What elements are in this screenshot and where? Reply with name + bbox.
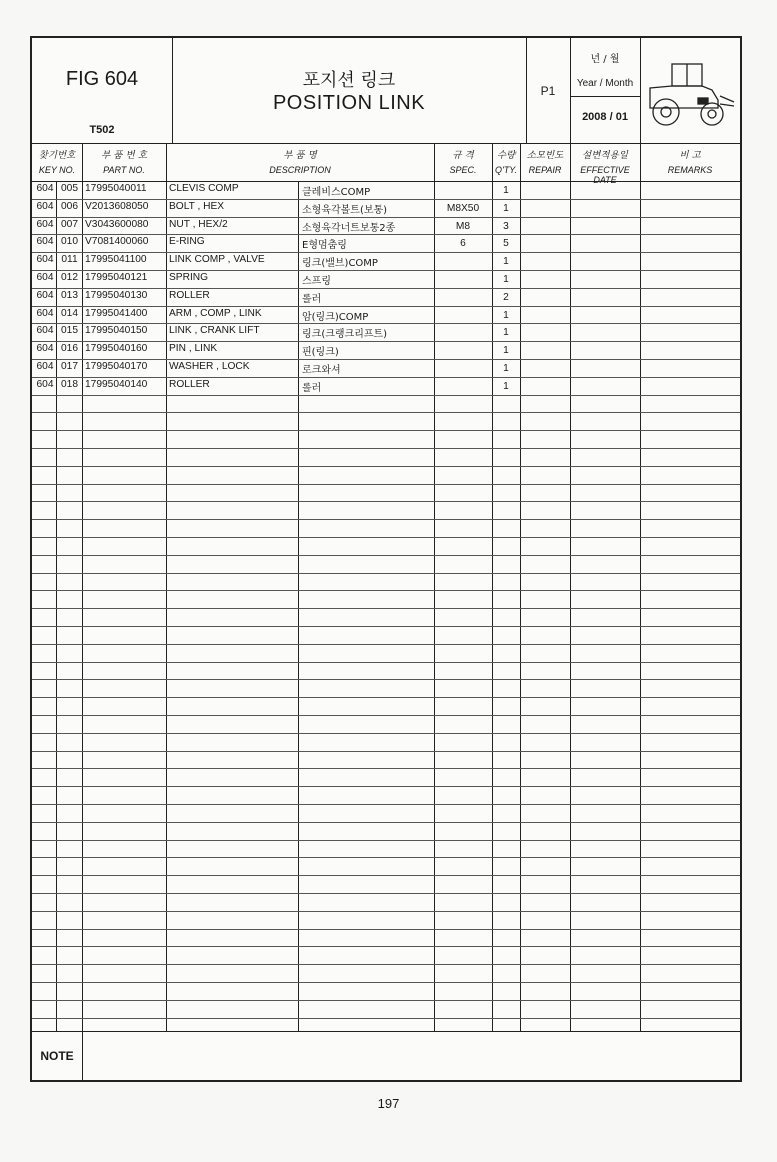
tractor-icon <box>640 38 740 143</box>
description-en-cell: WASHER , LOCK <box>169 361 250 372</box>
fig-no-cell: 604 <box>36 307 54 319</box>
description-en-cell: ARM , COMP , LINK <box>169 307 262 319</box>
qty-cell: 1 <box>503 274 509 285</box>
part-no-cell: V7081400060 <box>85 236 149 248</box>
fig-no-cell: 604 <box>36 183 54 194</box>
description-ko-cell: 암(링크)COMP <box>302 311 369 323</box>
col-part-no: 부 품 번 호 PART NO. <box>101 150 147 175</box>
description-ko-cell: 링크(크랭크리프트) <box>302 329 388 341</box>
table-row <box>32 234 740 252</box>
qty-cell: 1 <box>503 256 509 268</box>
part-no-cell: V2013608050 <box>85 200 149 212</box>
description-en-cell: ROLLER <box>169 289 210 301</box>
qty-cell: 1 <box>503 345 509 357</box>
description-ko-cell: 링크(밸브)COMP <box>302 258 378 270</box>
description-en-cell: BOLT , HEX <box>169 200 225 212</box>
column-header-row <box>32 143 740 185</box>
col-key-no: 찾기번호 KEY NO. <box>38 150 76 175</box>
fig-no-cell: 604 <box>36 378 54 390</box>
part-no-cell: V3043600080 <box>85 218 149 230</box>
fig-no-cell: 604 <box>36 236 54 248</box>
qty-cell: 3 <box>503 220 509 232</box>
year-month-english: Year / Month <box>576 78 634 89</box>
table-row <box>32 217 740 235</box>
col-remarks: 비 고 REMARKS <box>667 150 713 175</box>
key-no-cell: 015 <box>61 325 78 337</box>
qty-cell: 1 <box>503 185 509 196</box>
parts-sheet <box>30 36 742 1082</box>
note-label: NOTE <box>40 1049 74 1063</box>
part-no-cell: 17995040121 <box>85 272 148 283</box>
qty-cell: 1 <box>503 309 509 321</box>
key-no-cell: 006 <box>61 200 78 212</box>
fig-no-cell: 604 <box>36 289 54 301</box>
description-ko-cell: 핀(링크) <box>302 347 339 359</box>
key-no-cell: 016 <box>61 343 78 355</box>
key-no-cell: 005 <box>61 183 78 194</box>
part-no-cell: 17995040140 <box>85 378 148 390</box>
spec-cell: M8X50 <box>446 202 480 214</box>
title-box <box>172 38 526 143</box>
fig-number: FIG 604 <box>65 68 139 90</box>
key-no-cell: 018 <box>61 378 78 390</box>
note-section <box>32 1031 740 1081</box>
key-no-cell: 007 <box>61 218 78 230</box>
description-en-cell: SPRING <box>169 272 209 283</box>
title-korean: 포지션 링크 <box>302 70 396 91</box>
part-no-cell: 17995040160 <box>85 343 148 355</box>
key-no-cell: 012 <box>61 272 78 283</box>
table-row <box>32 306 740 324</box>
description-ko-cell: 롤러 <box>302 382 322 394</box>
page-code: P1 <box>540 84 556 98</box>
col-description: 부 품 명 DESCRIPTION <box>269 150 331 175</box>
fig-no-cell: 604 <box>36 343 54 355</box>
description-en-cell: NUT , HEX/2 <box>169 218 228 230</box>
key-no-cell: 010 <box>61 236 78 248</box>
description-ko-cell: E형멈춤링 <box>302 240 347 252</box>
parts-table-body <box>32 181 740 1031</box>
qty-cell: 2 <box>503 291 509 303</box>
qty-cell: 5 <box>503 238 509 250</box>
part-no-cell: 17995041400 <box>85 307 148 319</box>
key-no-cell: 013 <box>61 289 78 301</box>
part-no-cell: 17995041100 <box>85 254 147 266</box>
table-row <box>32 323 740 341</box>
col-qty: 수량 Q'TY. <box>495 150 517 175</box>
spec-cell: 6 <box>460 238 466 250</box>
part-no-cell: 17995040170 <box>85 361 148 372</box>
table-row <box>32 359 740 377</box>
model-code: T502 <box>89 124 115 136</box>
fig-no-cell: 604 <box>36 254 54 266</box>
key-no-cell: 017 <box>61 361 78 372</box>
description-ko-cell: 로크와셔 <box>302 365 341 376</box>
description-en-cell: PIN , LINK <box>169 343 218 355</box>
year-month-box <box>570 38 640 143</box>
table-row <box>32 252 740 270</box>
part-no-cell: 17995040150 <box>85 325 148 337</box>
table-row <box>32 199 740 217</box>
page-code-box <box>526 38 570 143</box>
col-effective-date: 설변적용일 EFFECTIVE DATE <box>580 150 630 185</box>
fig-no-cell: 604 <box>36 325 54 337</box>
title-english: POSITION LINK <box>272 92 426 114</box>
key-no-cell: 011 <box>61 254 78 266</box>
table-row <box>32 341 740 359</box>
description-ko-cell: 소형육각너트보통2종 <box>302 222 396 234</box>
description-ko-cell: 클레비스COMP <box>302 187 371 198</box>
table-row <box>32 377 740 395</box>
description-en-cell: E-RING <box>169 236 205 248</box>
description-ko-cell: 소형육각볼트(보통) <box>302 204 388 216</box>
table-row <box>32 181 740 199</box>
fig-no-cell: 604 <box>36 218 54 230</box>
fig-box <box>32 38 172 143</box>
part-no-cell: 17995040130 <box>85 289 148 301</box>
issue-date: 2008 / 01 <box>582 111 628 123</box>
sheet-header <box>32 38 740 144</box>
qty-cell: 1 <box>503 380 509 392</box>
key-no-cell: 014 <box>61 307 78 319</box>
description-en-cell: LINK COMP , VALVE <box>169 254 265 266</box>
part-no-cell: 17995040011 <box>85 183 147 194</box>
fig-no-cell: 604 <box>36 361 54 372</box>
page-number: 197 <box>377 1096 400 1111</box>
col-spec: 규 격 SPEC. <box>449 150 477 175</box>
col-repair: 소모빈도 REPAIR <box>526 150 564 175</box>
description-ko-cell: 스프링 <box>302 276 331 287</box>
fig-no-cell: 604 <box>36 200 54 212</box>
description-en-cell: ROLLER <box>169 378 210 390</box>
fig-no-cell: 604 <box>36 272 54 283</box>
spec-cell: M8 <box>455 220 471 232</box>
description-en-cell: CLEVIS COMP <box>169 183 239 194</box>
table-row <box>32 288 740 306</box>
qty-cell: 1 <box>503 327 509 339</box>
qty-cell: 1 <box>503 202 509 214</box>
qty-cell: 1 <box>503 363 509 374</box>
description-ko-cell: 롤러 <box>302 293 322 305</box>
table-row <box>32 270 740 288</box>
description-en-cell: LINK , CRANK LIFT <box>169 325 260 337</box>
year-month-korean: 년 / 월 <box>590 54 620 65</box>
